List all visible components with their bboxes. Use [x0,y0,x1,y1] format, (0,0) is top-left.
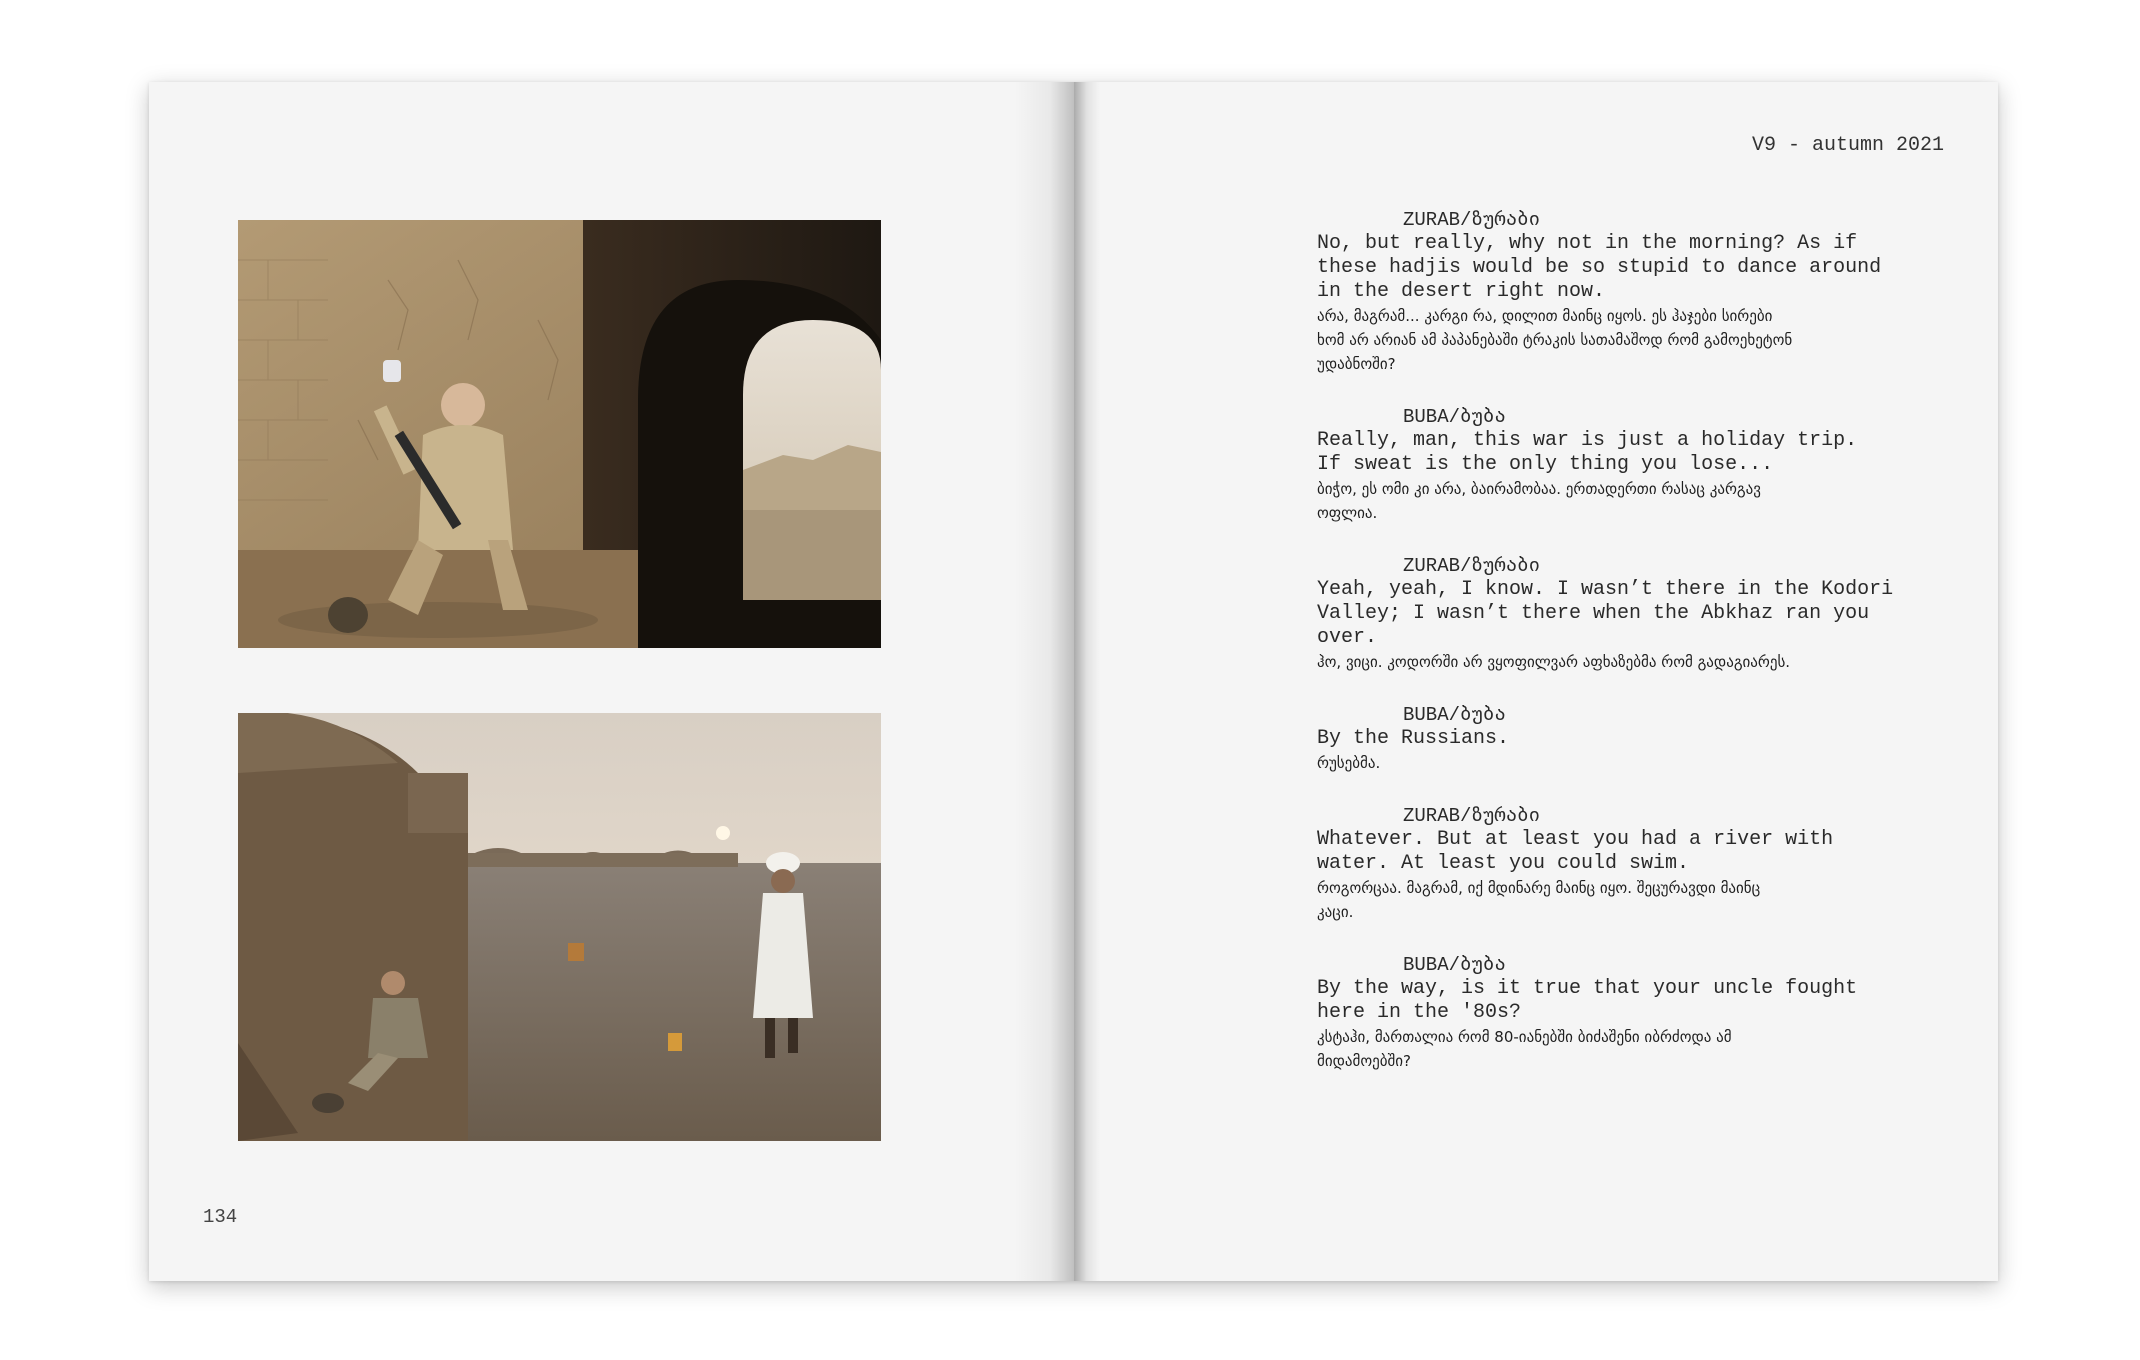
speaker-name: ZURAB/ზურაბი [1403,555,1541,577]
speaker-name: BUBA/ბუბა [1403,406,1506,428]
english-line: Yeah, yeah, I know. I wasn’t there in the Kodori Valley; I wasn’t there when the Abkhaz ran you over. [1317,578,1894,649]
georgian-line: ბიჭო, ეს ომი კი არა, ბაირამობაა. ერთადერთი რასაც კარგავ ოფლია. [1317,480,1761,522]
dialogue-block [1317,953,1957,1073]
english-line: By the Russians. [1317,727,1510,750]
right-page [1074,82,1998,1281]
running-head: V9 - autumn 2021 [1751,134,1944,157]
left-page [149,82,1074,1281]
dialogue-block [1317,804,1957,924]
speaker-name: BUBA/ბუბა [1403,704,1506,726]
dialogue-block [1317,703,1957,775]
speaker-name: BUBA/ბუბა [1403,954,1506,976]
page-number: 134 [203,1206,238,1228]
georgian-line: ჰო, ვიცი. კოდორში არ ვყოფილვარ აფხაზებმა რომ გადაგიარეს. [1317,653,1791,671]
dialogue-block [1317,208,1957,376]
english-line: By the way, is it true that your uncle fought here in the '80s? [1317,977,1858,1024]
dialogue-block [1317,554,1957,674]
english-line: Really, man, this war is just a holiday trip. If sweat is the only thing you lose... [1317,429,1858,476]
gutter-shadow [1014,82,1074,1281]
soldier-drinking-water-photo [238,220,881,648]
book-spread [149,82,1998,1281]
screenplay-dialogue [1317,208,1957,1102]
english-line: Whatever. But at least you had a river with water. At least you could swim. [1317,828,1834,875]
speaker-name: ZURAB/ზურაბი [1403,805,1541,827]
gutter-shadow [1074,82,1100,1281]
soldier-resting-and-elder-walking-photo [238,713,881,1141]
georgian-line: კსტაჰი, მართალია რომ 80-იანებში ბიძაშენი იბრძოდა ამ მიდამოებში? [1317,1028,1732,1070]
english-line: No, but really, why not in the morning? As if these hadjis would be so stupid to dance around in the desert right now. [1317,232,1882,303]
georgian-line: არა, მაგრამ... კარგი რა, დილით მაინც იყოს. ეს ჰაჯები სირები ხომ არ არიან ამ პაპანებაში ტრაკის სათამაშოდ რომ გამოეხეტონ უდაბნოში? [1317,307,1793,373]
dialogue-block [1317,405,1957,525]
georgian-line: როგორცაა. მაგრამ, იქ მდინარე მაინც იყო. შეცურავდი მაინც კაცი. [1317,879,1761,921]
speaker-name: ZURAB/ზურაბი [1403,209,1541,231]
georgian-line: რუსებმა. [1317,754,1381,772]
